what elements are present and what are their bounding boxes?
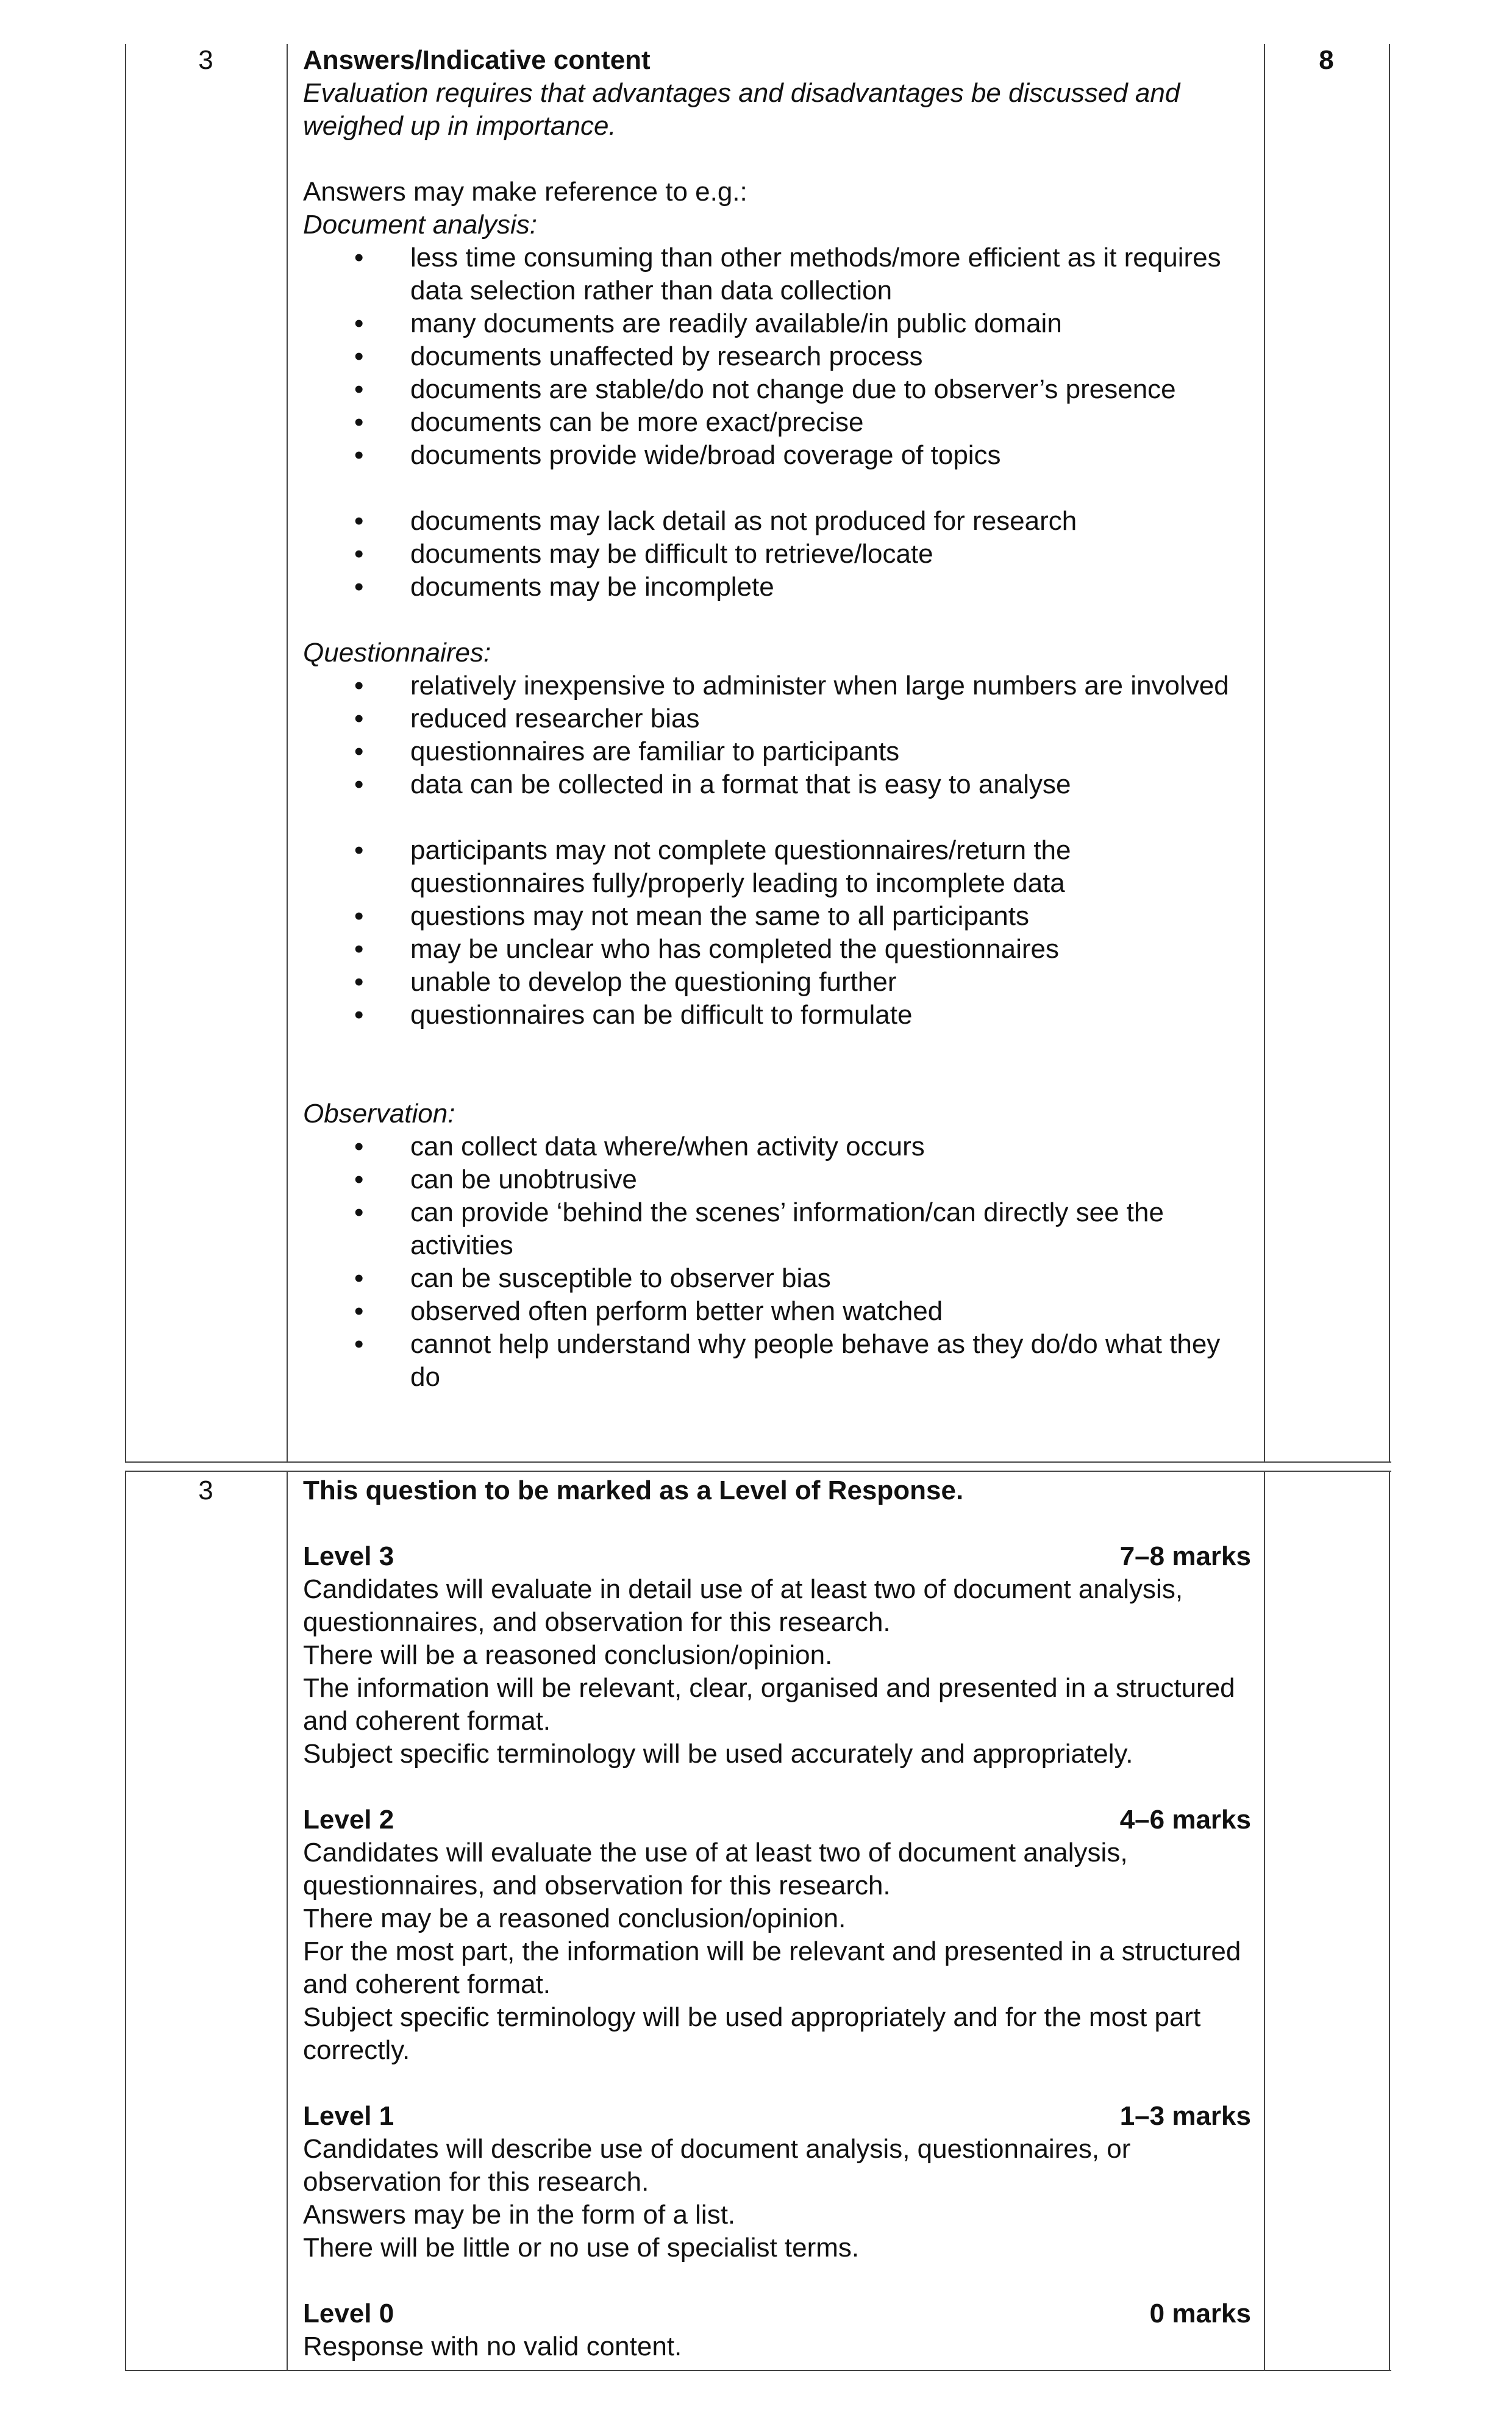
list-item: • data can be collected in a format that is easy to analyse <box>303 768 1251 801</box>
level-descriptor: There will be a reasoned conclusion/opinion. <box>303 1640 833 1670</box>
total-marks: 8 <box>1319 45 1334 75</box>
question-number: 3 <box>198 1475 213 1505</box>
level-descriptor: Subject specific terminology will be used appropriately and for the most part correctly. <box>303 2002 1201 2065</box>
marking-instruction: This question to be marked as a Level of Response. <box>303 1475 964 1505</box>
table-bottom-border <box>125 2370 1391 2371</box>
level-marks: 1–3 marks <box>1119 2101 1251 2131</box>
level-descriptor: Subject specific terminology will be used accurately and appropriately. <box>303 1739 1133 1769</box>
list-item: • participants may not complete questionnaires/return the questionnaires fully/properly leading to incomplete data <box>303 834 1251 900</box>
question-number: 3 <box>198 45 213 75</box>
level-descriptor: For the most part, the information will be relevant and presented in a structured and coherent format. <box>303 1936 1241 1999</box>
list-item: • unable to develop the questioning further <box>303 966 1251 999</box>
list-item: • less time consuming than other methods/more efficient as it requires data selection rather than data collection <box>303 241 1251 307</box>
level-name: Level 3 <box>303 1541 394 1571</box>
disadvantages-list <box>303 505 1251 604</box>
level-name: Level 0 <box>303 2299 394 2328</box>
level-descriptor: Candidates will describe use of document analysis, questionnaires, or observation for this research. <box>303 2134 1131 2197</box>
list-item: • can collect data where/when activity occurs <box>303 1130 1251 1163</box>
level-name: Level 2 <box>303 1805 394 1835</box>
list-item: • reduced researcher bias <box>303 702 1251 735</box>
list-item: • documents provide wide/broad coverage of topics <box>303 439 1251 472</box>
advantages-list <box>303 241 1251 472</box>
indicative-heading: Answers/Indicative content <box>303 45 651 75</box>
list-item: • cannot help understand why people behave as they do/do what they do <box>303 1328 1251 1394</box>
level-block <box>303 2297 1251 2363</box>
list-item: • can be susceptible to observer bias <box>303 1262 1251 1295</box>
section-title: Document analysis: <box>303 210 537 240</box>
list-item: • documents are stable/do not change due to observer’s presence <box>303 373 1251 406</box>
list-item: • observed often perform better when watched <box>303 1295 1251 1328</box>
list-item: • can be unobtrusive <box>303 1163 1251 1196</box>
observation-list <box>303 1130 1251 1394</box>
level-block <box>303 2100 1251 2264</box>
section-title: Observation: <box>303 1099 455 1129</box>
section-title: Questionnaires: <box>303 638 491 668</box>
list-item: • relatively inexpensive to administer when large numbers are involved <box>303 669 1251 702</box>
level-name: Level 1 <box>303 2101 394 2131</box>
level-block <box>303 1540 1251 1771</box>
level-marks: 7–8 marks <box>1119 1541 1251 1571</box>
list-item: • documents can be more exact/precise <box>303 406 1251 439</box>
level-descriptor: The information will be relevant, clear, organised and presented in a structured and coherent format. <box>303 1673 1235 1736</box>
list-item: • documents may lack detail as not produced for research <box>303 505 1251 538</box>
list-item: • many documents are readily available/in public domain <box>303 307 1251 340</box>
level-descriptor: Answers may be in the form of a list. <box>303 2200 736 2230</box>
list-item: • questionnaires can be difficult to formulate <box>303 999 1251 1032</box>
evaluation-guidance: Evaluation requires that advantages and disadvantages be discussed and weighed up in importance. <box>303 78 1180 141</box>
level-marks: 4–6 marks <box>1119 1805 1251 1835</box>
list-item: • documents may be incomplete <box>303 571 1251 604</box>
level-descriptor: There may be a reasoned conclusion/opinion. <box>303 1904 846 1933</box>
level-marks: 0 marks <box>1149 2299 1251 2328</box>
list-item: • questionnaires are familiar to participants <box>303 735 1251 768</box>
advantages-list <box>303 669 1251 801</box>
level-block <box>303 1804 1251 2067</box>
list-item: • may be unclear who has completed the questionnaires <box>303 933 1251 966</box>
list-item: • questions may not mean the same to all participants <box>303 900 1251 933</box>
level-descriptor: Candidates will evaluate in detail use of at least two of document analysis, questionnaires, and observation for this research. <box>303 1574 1183 1637</box>
level-of-response <box>303 1474 1251 2363</box>
level-descriptor: Candidates will evaluate the use of at least two of document analysis, questionnaires, and observation for this research. <box>303 1838 1128 1900</box>
row-divider-top <box>125 1461 1391 1463</box>
level-descriptor: There will be little or no use of specialist terms. <box>303 2233 860 2263</box>
level-descriptor: Response with no valid content. <box>303 2332 682 2361</box>
reference-intro: Answers may make reference to e.g.: <box>303 177 747 207</box>
disadvantages-list <box>303 834 1251 1032</box>
list-item: • documents unaffected by research process <box>303 340 1251 373</box>
indicative-content <box>303 44 1251 1394</box>
list-item: • can provide ‘behind the scenes’ information/can directly see the activities <box>303 1196 1251 1262</box>
list-item: • documents may be difficult to retrieve/locate <box>303 538 1251 571</box>
